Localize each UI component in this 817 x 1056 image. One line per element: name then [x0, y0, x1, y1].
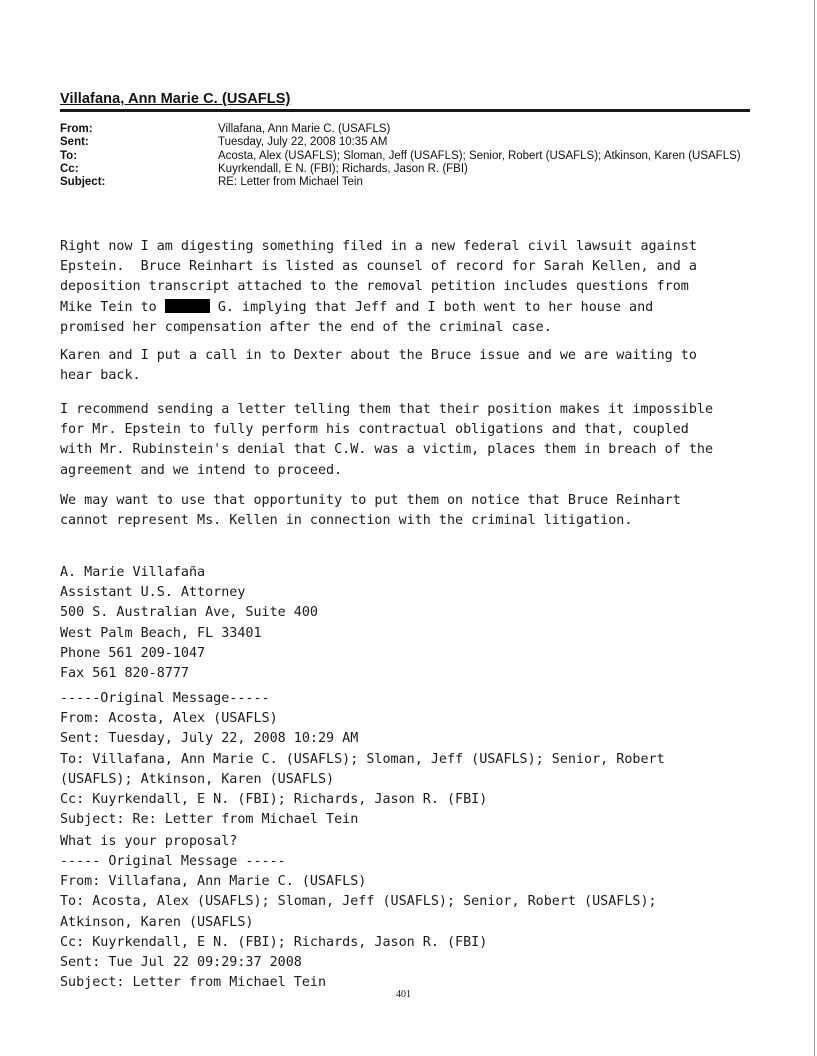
original-cc: Cc: Kuyrkendall, E N. (FBI); Richards, Jason R. (FBI) — [60, 792, 488, 808]
original-subject: Subject: Re: Letter from Michael Tein — [60, 812, 359, 828]
body-line: Karen and I put a call in to Dexter about the Bruce issue and we are waiting to — [60, 348, 697, 363]
title-rule — [60, 109, 750, 112]
body-line: Right now I am digesting something filed in a new federal civil lawsuit against — [60, 239, 697, 254]
body-paragraph-4 — [60, 491, 681, 531]
body-paragraph-2 — [60, 346, 697, 386]
body-paragraph-1 — [60, 237, 697, 338]
to-value: Acosta, Alex (USAFLS); Sloman, Jeff (USAFLS); Senior, Robert (USAFLS); Atkinson, Karen (USAFLS) — [218, 149, 741, 162]
body-line: with Mr. Rubinstein's denial that C.W. was a victim, places them in breach of the — [60, 442, 714, 458]
signature-phone: Phone 561 209-1047 — [60, 645, 206, 661]
original-body-text: What is your proposal? — [60, 834, 238, 849]
original-to-cont: Atkinson, Karen (USAFLS) — [60, 914, 254, 930]
original-from: From: Acosta, Alex (USAFLS) — [60, 711, 278, 727]
from-value: Villafana, Ann Marie C. (USAFLS) — [218, 123, 391, 135]
original-sent: Sent: Tuesday, July 22, 2008 10:29 AM — [60, 731, 359, 747]
signature-fax: Fax 561 820-8777 — [60, 666, 189, 682]
original-message-1-body — [60, 832, 237, 852]
email-header — [60, 123, 760, 189]
subject-label: Subject: — [60, 176, 106, 189]
body-line: I recommend sending a letter telling them that their position makes it impossible — [60, 402, 714, 417]
original-to: To: Acosta, Alex (USAFLS); Sloman, Jeff (USAFLS); Senior, Robert (USAFLS); — [60, 894, 657, 910]
body-line: hear back. — [60, 368, 141, 384]
signature-address: 500 S. Australian Ave, Suite 400 — [60, 605, 318, 621]
body-line: cannot represent Ms. Kellen in connection with the criminal litigation. — [60, 513, 633, 529]
signature-city: West Palm Beach, FL 33401 — [60, 625, 262, 641]
original-to: To: Villafana, Ann Marie C. (USAFLS); Sloman, Jeff (USAFLS); Senior, Robert — [60, 751, 665, 767]
redaction-block — [165, 299, 210, 313]
sent-label: Sent: — [60, 136, 89, 149]
body-line: We may want to use that opportunity to put them on notice that Bruce Reinhart — [60, 493, 681, 508]
original-subject: Subject: Letter from Michael Tein — [60, 975, 327, 991]
signature-role: Assistant U.S. Attorney — [60, 585, 246, 601]
header-row-to — [60, 150, 760, 163]
signature-name: A. Marie Villafaña — [60, 565, 206, 580]
body-line: promised her compensation after the end of the criminal case. — [60, 319, 552, 335]
original-message-2 — [60, 852, 657, 993]
cc-label: Cc: — [60, 162, 79, 175]
body-line: Epstein. Bruce Reinhart is listed as counsel of record for Sarah Kellen, and a — [60, 259, 697, 275]
body-line-part: G. implying that Jeff and I both went to her house and — [209, 299, 654, 315]
original-separator: ----- Original Message ----- — [60, 854, 286, 869]
body-line — [60, 298, 697, 318]
original-separator: -----Original Message----- — [60, 691, 270, 706]
body-paragraph-3 — [60, 400, 713, 481]
subject-value: RE: Letter from Michael Tein — [218, 176, 363, 189]
header-row-cc — [60, 163, 760, 176]
original-sent: Sent: Tue Jul 22 09:29:37 2008 — [60, 955, 302, 971]
body-line: deposition transcript attached to the removal petition includes questions from — [60, 279, 689, 295]
body-line-part: Mike Tein to — [60, 299, 165, 315]
header-row-subject — [60, 176, 760, 189]
page-number: 401 — [396, 989, 411, 1000]
original-message-1 — [60, 689, 665, 830]
signature-block — [60, 563, 318, 684]
body-line: agreement and we intend to proceed. — [60, 462, 343, 478]
cc-value: Kuyrkendall, E N. (FBI); Richards, Jason R. (FBI) — [218, 162, 468, 175]
document-title: Villafana, Ann Marie C. (USAFLS) — [60, 91, 291, 107]
original-from: From: Villafana, Ann Marie C. (USAFLS) — [60, 874, 367, 890]
header-row-sent — [60, 136, 760, 149]
original-to-cont: (USAFLS); Atkinson, Karen (USAFLS) — [60, 771, 335, 787]
to-label: To: — [60, 149, 78, 162]
sent-value: Tuesday, July 22, 2008 10:35 AM — [218, 136, 388, 149]
page-edge-divider — [814, 0, 815, 1056]
original-cc: Cc: Kuyrkendall, E N. (FBI); Richards, Jason R. (FBI) — [60, 934, 488, 950]
from-label: From: — [60, 123, 93, 135]
body-line: for Mr. Epstein to fully perform his contractual obligations and that, coupled — [60, 422, 689, 438]
header-row-from — [60, 123, 760, 136]
